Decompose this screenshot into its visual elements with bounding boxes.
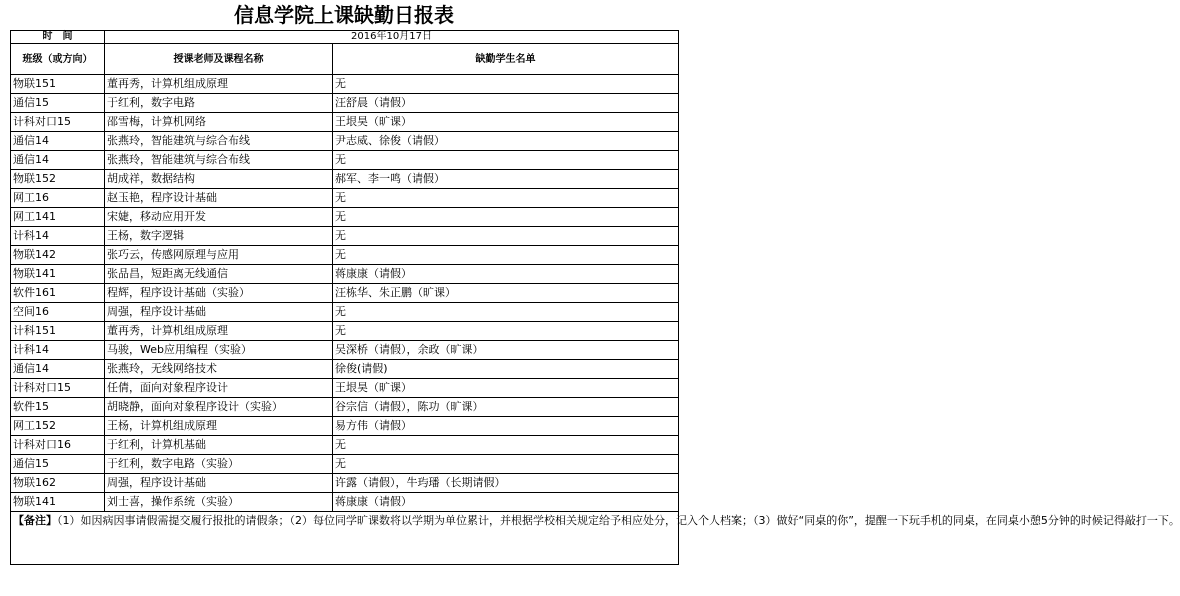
teacher-course-cell: 张燕玲，智能建筑与综合布线 — [105, 132, 333, 151]
class-cell: 计科14 — [11, 341, 105, 360]
report-date: 2016年10月17日 — [105, 31, 679, 44]
table-row — [11, 113, 679, 132]
class-cell: 物联142 — [11, 246, 105, 265]
absent-students-cell: 无 — [333, 75, 679, 94]
absent-students-cell: 许露（请假），牛玙璠（长期请假） — [333, 474, 679, 493]
class-cell: 通信15 — [11, 455, 105, 474]
table-row — [11, 379, 679, 398]
class-cell: 通信14 — [11, 360, 105, 379]
teacher-course-cell: 张巧云，传感网原理与应用 — [105, 246, 333, 265]
teacher-course-cell: 于红利，数字电路 — [105, 94, 333, 113]
teacher-course-cell: 邵雪梅，计算机网络 — [105, 113, 333, 132]
table-row — [11, 303, 679, 322]
teacher-course-cell: 董再秀，计算机组成原理 — [105, 75, 333, 94]
table-row — [11, 417, 679, 436]
teacher-course-cell: 胡晓静，面向对象程序设计（实验） — [105, 398, 333, 417]
teacher-course-cell: 张燕玲，智能建筑与综合布线 — [105, 151, 333, 170]
class-cell: 空间16 — [11, 303, 105, 322]
class-cell: 计科151 — [11, 322, 105, 341]
header-row-columns — [11, 44, 679, 75]
absent-students-cell: 谷宗信（请假），陈功（旷课） — [333, 398, 679, 417]
teacher-course-cell: 张燕玲，无线网络技术 — [105, 360, 333, 379]
class-cell: 物联141 — [11, 493, 105, 512]
teacher-course-cell: 马骏，Web应用编程（实验） — [105, 341, 333, 360]
table-row — [11, 493, 679, 512]
table-row — [11, 436, 679, 455]
absence-report-table — [10, 30, 1180, 565]
class-cell: 计科对口15 — [11, 379, 105, 398]
absent-students-cell: 汪栋华、朱正鹏（旷课） — [333, 284, 679, 303]
note-row — [11, 512, 679, 565]
table-row — [11, 75, 679, 94]
teacher-course-cell: 王杨，数字逻辑 — [105, 227, 333, 246]
header-row-time — [11, 31, 679, 44]
table-row — [11, 265, 679, 284]
table-row — [11, 151, 679, 170]
table-row — [11, 189, 679, 208]
absent-students-cell: 易方伟（请假） — [333, 417, 679, 436]
absent-students-cell: 无 — [333, 322, 679, 341]
table-row — [11, 322, 679, 341]
page-title: 信息学院上课缺勤日报表 — [234, 3, 454, 27]
table-row — [11, 455, 679, 474]
table-row — [11, 170, 679, 189]
teacher-course-cell: 周强，程序设计基础 — [105, 303, 333, 322]
teacher-course-cell: 程辉，程序设计基础（实验） — [105, 284, 333, 303]
absent-students-cell: 郝军、李一鸣（请假） — [333, 170, 679, 189]
absent-students-cell: 吴深桥（请假），余政（旷课） — [333, 341, 679, 360]
note-label: 【备注】 — [13, 514, 57, 527]
class-cell: 计科对口15 — [11, 113, 105, 132]
absent-students-cell: 无 — [333, 227, 679, 246]
table-row — [11, 341, 679, 360]
table-row — [11, 227, 679, 246]
absent-students-cell: 无 — [333, 436, 679, 455]
table-row — [11, 284, 679, 303]
teacher-course-cell: 周强，程序设计基础 — [105, 474, 333, 493]
time-header: 时 间 — [11, 31, 105, 44]
absent-column-header: 缺勤学生名单 — [333, 44, 679, 75]
class-cell: 物联141 — [11, 265, 105, 284]
absent-students-cell: 无 — [333, 246, 679, 265]
class-cell: 计科对口16 — [11, 436, 105, 455]
class-cell: 物联152 — [11, 170, 105, 189]
teacher-course-cell: 于红利，计算机基础 — [105, 436, 333, 455]
class-cell: 通信15 — [11, 94, 105, 113]
absent-students-cell: 王垠昊（旷课） — [333, 113, 679, 132]
absent-students-cell: 无 — [333, 208, 679, 227]
class-column-header: 班级（或方向） — [11, 44, 105, 75]
table-row — [11, 94, 679, 113]
class-cell: 计科14 — [11, 227, 105, 246]
class-cell: 物联151 — [11, 75, 105, 94]
absent-students-cell: 王垠昊（旷课） — [333, 379, 679, 398]
absent-students-cell: 尹志威、徐俊（请假） — [333, 132, 679, 151]
class-cell: 通信14 — [11, 151, 105, 170]
note-text: （1）如因病因事请假需提交履行报批的请假条；（2）每位同学旷课数将以学期为单位累计，并根据学校相关规定给予相应处分，记入个人档案；（3）做好“同桌的你”，提醒一下玩手机的同桌，在同桌小憩5分钟的时候记得敲打一下。 — [57, 514, 1180, 527]
class-cell: 网工16 — [11, 189, 105, 208]
teacher-course-cell: 赵玉艳，程序设计基础 — [105, 189, 333, 208]
teacher-course-cell: 刘士喜，操作系统（实验） — [105, 493, 333, 512]
teacher-course-cell: 董再秀，计算机组成原理 — [105, 322, 333, 341]
absent-students-cell: 蒋康康（请假） — [333, 493, 679, 512]
teacher-course-cell: 张品昌，短距离无线通信 — [105, 265, 333, 284]
absent-students-cell: 无 — [333, 455, 679, 474]
note-cell — [11, 512, 1180, 565]
teacher-course-cell: 胡成祥，数据结构 — [105, 170, 333, 189]
teacher-course-cell: 于红利，数字电路（实验） — [105, 455, 333, 474]
teacher-course-column-header: 授课老师及课程名称 — [105, 44, 333, 75]
class-cell: 物联162 — [11, 474, 105, 493]
class-cell: 通信14 — [11, 132, 105, 151]
absent-students-cell: 汪舒晨（请假） — [333, 94, 679, 113]
class-cell: 软件15 — [11, 398, 105, 417]
class-cell: 网工141 — [11, 208, 105, 227]
table-row — [11, 398, 679, 417]
class-cell: 网工152 — [11, 417, 105, 436]
table-row — [11, 246, 679, 265]
teacher-course-cell: 王杨，计算机组成原理 — [105, 417, 333, 436]
absent-students-cell: 徐俊(请假) — [333, 360, 679, 379]
absent-students-cell: 蒋康康（请假） — [333, 265, 679, 284]
absent-students-cell: 无 — [333, 189, 679, 208]
teacher-course-cell: 任倩，面向对象程序设计 — [105, 379, 333, 398]
absent-students-cell: 无 — [333, 151, 679, 170]
class-cell: 软件161 — [11, 284, 105, 303]
table-row — [11, 474, 679, 493]
table-row — [11, 132, 679, 151]
table-row — [11, 360, 679, 379]
table-row — [11, 208, 679, 227]
teacher-course-cell: 宋婕，移动应用开发 — [105, 208, 333, 227]
absent-students-cell: 无 — [333, 303, 679, 322]
